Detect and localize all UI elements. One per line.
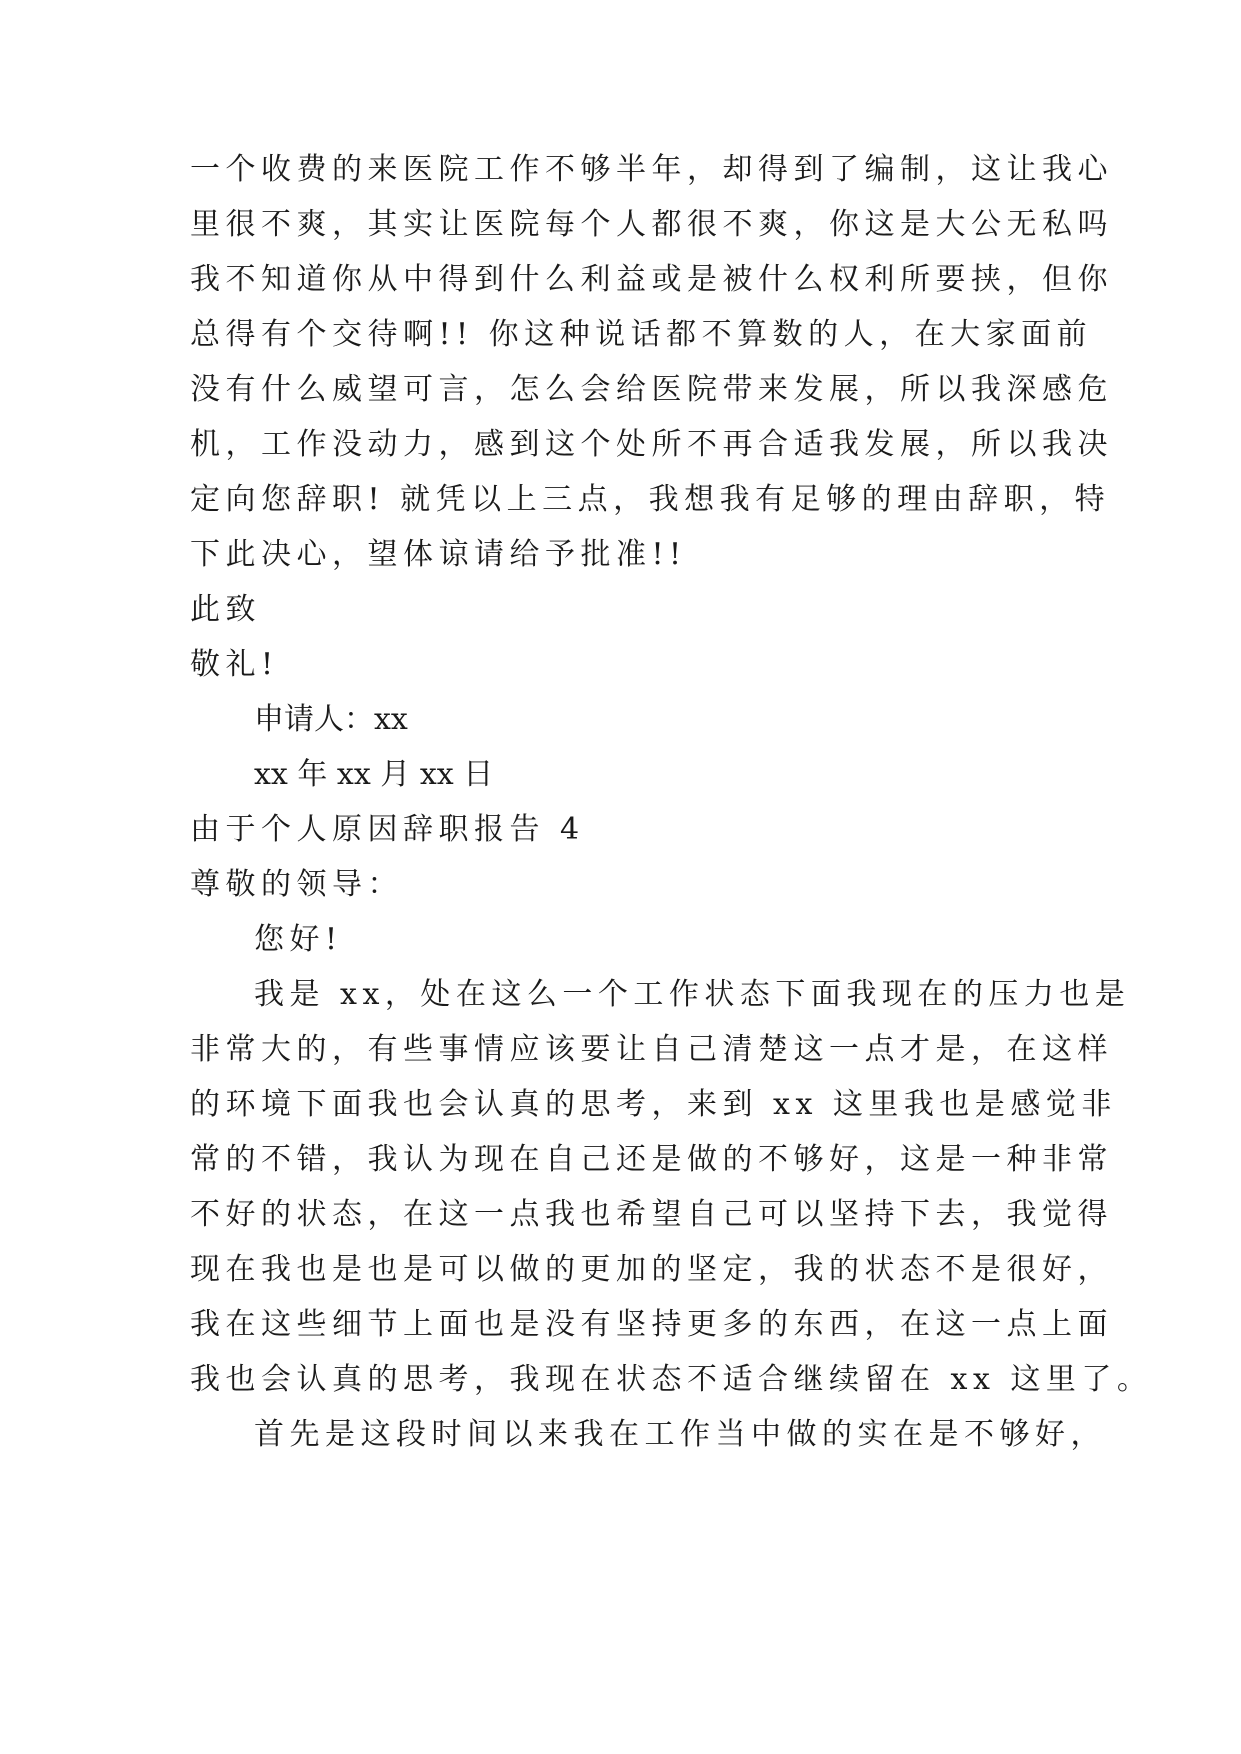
paragraph-line: 首先是这段时间以来我在工作当中做的实在是不够好，	[254, 1417, 1106, 1452]
salutation: 尊敬的领导：	[190, 867, 403, 902]
paragraph-line: 我也会认真的思考，我现在状态不适合继续留在 xx 这里了。	[190, 1362, 1153, 1397]
paragraph-line: 下此决心，望体谅请给予批准!!	[190, 537, 687, 572]
paragraph-line: 里很不爽，其实让医院每个人都很不爽，你这是大公无私吗	[190, 207, 1113, 242]
paragraph-line: 没有什么威望可言，怎么会给医院带来发展，所以我深感危	[190, 372, 1113, 407]
applicant-line: 申请人：xx	[254, 702, 408, 737]
paragraph-line: 的环境下面我也会认真的思考，来到 xx 这里我也是感觉非	[190, 1087, 1117, 1122]
paragraph-line: 我在这些细节上面也是没有坚持更多的东西，在这一点上面	[190, 1307, 1113, 1342]
paragraph-line: 常的不错，我认为现在自己还是做的不够好，这是一种非常	[190, 1142, 1113, 1177]
paragraph-line: 定向您辞职! 就凭以上三点，我想我有足够的理由辞职，特	[190, 482, 1111, 517]
paragraph-line: 现在我也是也是可以做的更加的坚定，我的状态不是很好，	[190, 1252, 1113, 1287]
paragraph-line: 我不知道你从中得到什么利益或是被什么权利所要挟，但你	[190, 262, 1113, 297]
paragraph-line: 机，工作没动力，感到这个处所不再合适我发展，所以我决	[190, 427, 1113, 462]
closing-cizhi: 此致	[190, 592, 261, 627]
paragraph-line: 总得有个交待啊!! 你这种说话都不算数的人，在大家面前	[190, 317, 1093, 352]
paragraph-line: 一个收费的来医院工作不够半年，却得到了编制，这让我心	[190, 152, 1113, 187]
closing-jingli: 敬礼!	[190, 647, 279, 682]
paragraph-line: 不好的状态，在这一点我也希望自己可以坚持下去，我觉得	[190, 1197, 1113, 1232]
paragraph-line: 我是 xx，处在这么一个工作状态下面我现在的压力也是	[254, 977, 1131, 1012]
greeting: 您好!	[254, 922, 343, 957]
paragraph-line: 非常大的，有些事情应该要让自己清楚这一点才是，在这样	[190, 1032, 1113, 1067]
section-title: 由于个人原因辞职报告 4	[190, 812, 585, 847]
date-line: xx 年 xx 月 xx 日	[254, 757, 494, 792]
